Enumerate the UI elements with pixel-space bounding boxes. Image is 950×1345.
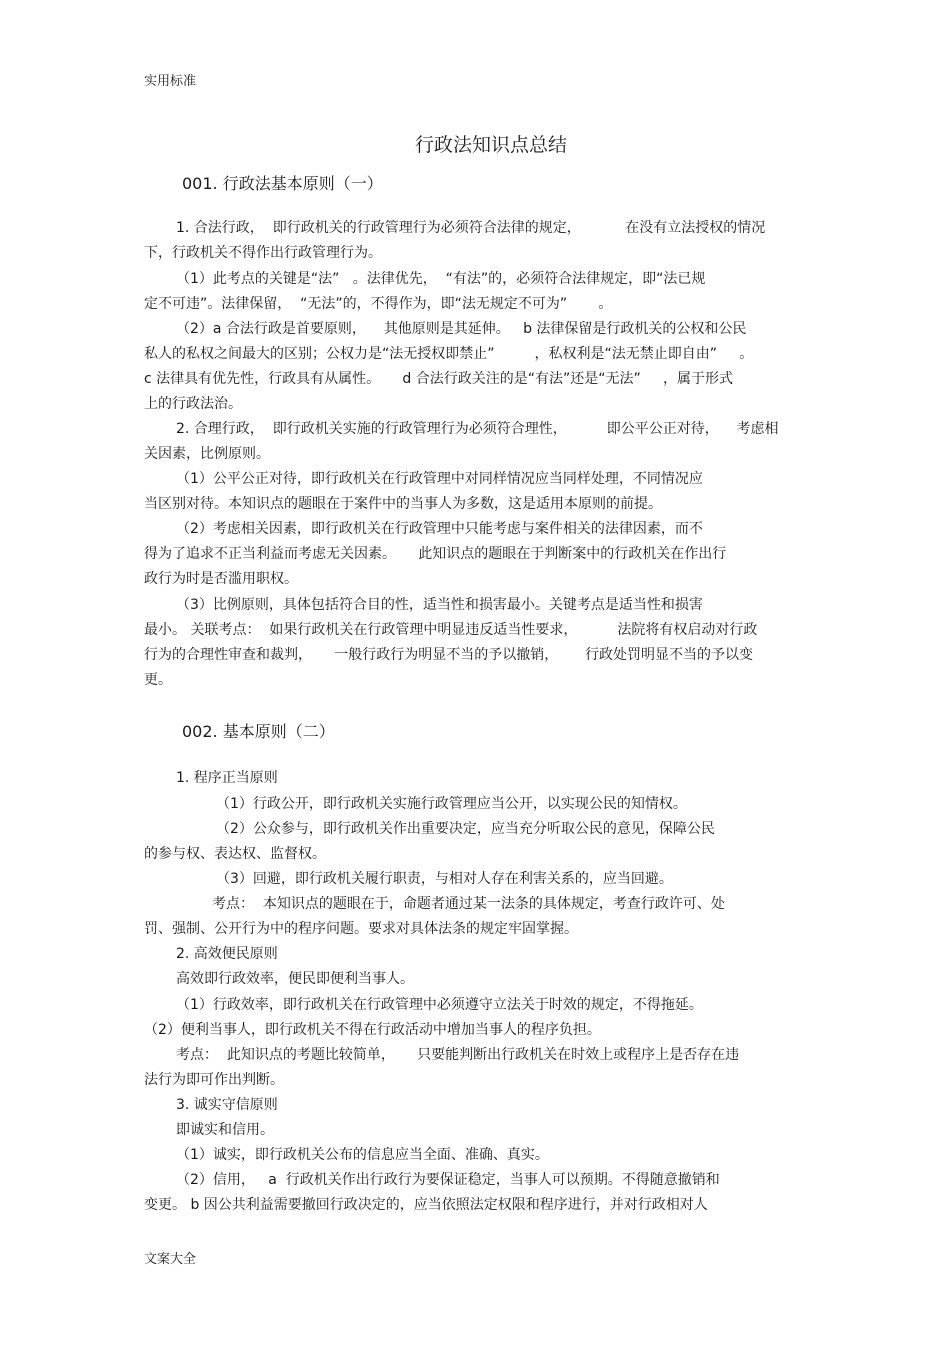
paragraph-line: （2）考虑相关因素，即行政机关在行政管理中只能考虑与案件相关的法律因素，而不 <box>176 521 703 537</box>
paragraph-line: （2）便利当事人，即行政机关不得在行政活动中增加当事人的程序负担。 <box>144 1022 601 1038</box>
paragraph-line: 即诚实和信用。 <box>176 1122 274 1138</box>
paragraph-line: 定不可违”。法律保留， “无法”的，不得作为，即“法无规定不可为” 。 <box>144 296 613 312</box>
paragraph-line: 2. 合理行政， 即行政机关实施的行政管理行为必须符合理性， 即公平公正对待， 考虑相 <box>176 421 779 437</box>
paragraph-line: 1. 程序正当原则 <box>176 770 278 786</box>
paragraph-line: 2. 高效便民原则 <box>176 946 278 962</box>
paragraph-line: （1）行政公开，即行政机关实施行政管理应当公开，以实现公民的知情权。 <box>216 796 687 812</box>
paragraph-line: （2）a 合法行政是首要原则， 其他原则是其延伸。 b 法律保留是行政机关的公权和公民 <box>176 321 747 337</box>
paragraph-line: 1. 合法行政， 即行政机关的行政管理行为必须符合法律的规定， 在没有立法授权的情况 <box>176 220 766 236</box>
page-header: 实用标准 <box>144 74 197 89</box>
paragraph-line: 当区别对待。本知识点的题眼在于案件中的当事人为多数，这是适用本原则的前提。 <box>144 496 662 512</box>
paragraph-line: （1）公平公正对待，即行政机关在行政管理中对同样情况应当同样处理，不同情况应 <box>176 471 703 487</box>
paragraph-line: 上的行政法治。 <box>144 396 242 412</box>
paragraph-line: c 法律具有优先性，行政具有从属性。 d 合法行政关注的是“有法”还是“无法” ，属于形式 <box>144 371 733 387</box>
paragraph-line: 最小。 关联考点： 如果行政机关在行政管理中明显违反适当性要求， 法院将有权启动对行政 <box>144 622 758 638</box>
paragraph-line: 私人的私权之间最大的区别；公权力是“法无授权即禁止” ，私权利是“法无禁止即自由” 。 <box>144 346 754 362</box>
paragraph-line: 得为了追求不正当利益而考虑无关因素。 此知识点的题眼在于判断案中的行政机关在作出行 <box>144 546 727 562</box>
paragraph-line: （1）诚实，即行政机关公布的信息应当全面、准确、真实。 <box>176 1147 549 1163</box>
paragraph-line: 考点： 本知识点的题眼在于，命题者通过某一法条的具体规定，考查行政许可、处 <box>212 896 725 912</box>
paragraph-line: 行为的合理性审查和裁判， 一般行政行为明显不当的予以撤销， 行政处罚明显不当的予以变 <box>144 647 753 663</box>
paragraph-line: 考点： 此知识点的考题比较简单， 只要能判断出行政机关在时效上或程序上是否存在违 <box>176 1047 740 1063</box>
paragraph-line: （3）回避，即行政机关履行职责，与相对人存在利害关系的，应当回避。 <box>216 871 673 887</box>
document-title: 行政法知识点总结 <box>414 134 567 156</box>
page-footer: 文案大全 <box>144 1252 197 1267</box>
paragraph-line: （3）比例原则，具体包括符合目的性，适当性和损害最小。关键考点是适当性和损害 <box>176 597 703 613</box>
paragraph-line: 更。 <box>144 672 172 688</box>
paragraph-line: （2）公众参与，即行政机关作出重要决定，应当充分听取公民的意见，保障公民 <box>216 821 715 837</box>
paragraph-line: 3. 诚实守信原则 <box>176 1097 278 1113</box>
paragraph-line: （2）信用， a 行政机关作出行政行为要保证稳定，当事人可以预期。不得随意撤销和 <box>176 1172 720 1188</box>
paragraph-line: 高效即行政效率，便民即便利当事人。 <box>176 971 414 987</box>
paragraph-line: 的参与权、表达权、监督权。 <box>144 846 326 862</box>
section-heading-002: 002. 基本原则（二） <box>182 722 335 741</box>
paragraph-line: 法行为即可作出判断。 <box>144 1072 284 1088</box>
paragraph-line: 下，行政机关不得作出行政管理行为。 <box>144 245 382 261</box>
section-heading-001: 001. 行政法基本原则（一） <box>182 174 383 193</box>
paragraph-line: 政行为时是否滥用职权。 <box>144 571 298 587</box>
paragraph-line: 变更。 b 因公共利益需要撤回行政决定的，应当依照法定权限和程序进行，并对行政相对人 <box>144 1197 708 1213</box>
paragraph-line: 罚、强制、公开行为中的程序问题。要求对具体法条的规定牢固掌握。 <box>144 921 578 937</box>
paragraph-line: （1）此考点的关键是“法” 。法律优先， “有法”的，必须符合法律规定，即“法已规 <box>176 271 706 287</box>
paragraph-line: 关因素，比例原则。 <box>144 446 270 462</box>
paragraph-line: （1）行政效率，即行政机关在行政管理中必须遵守立法关于时效的规定，不得拖延。 <box>176 997 703 1013</box>
